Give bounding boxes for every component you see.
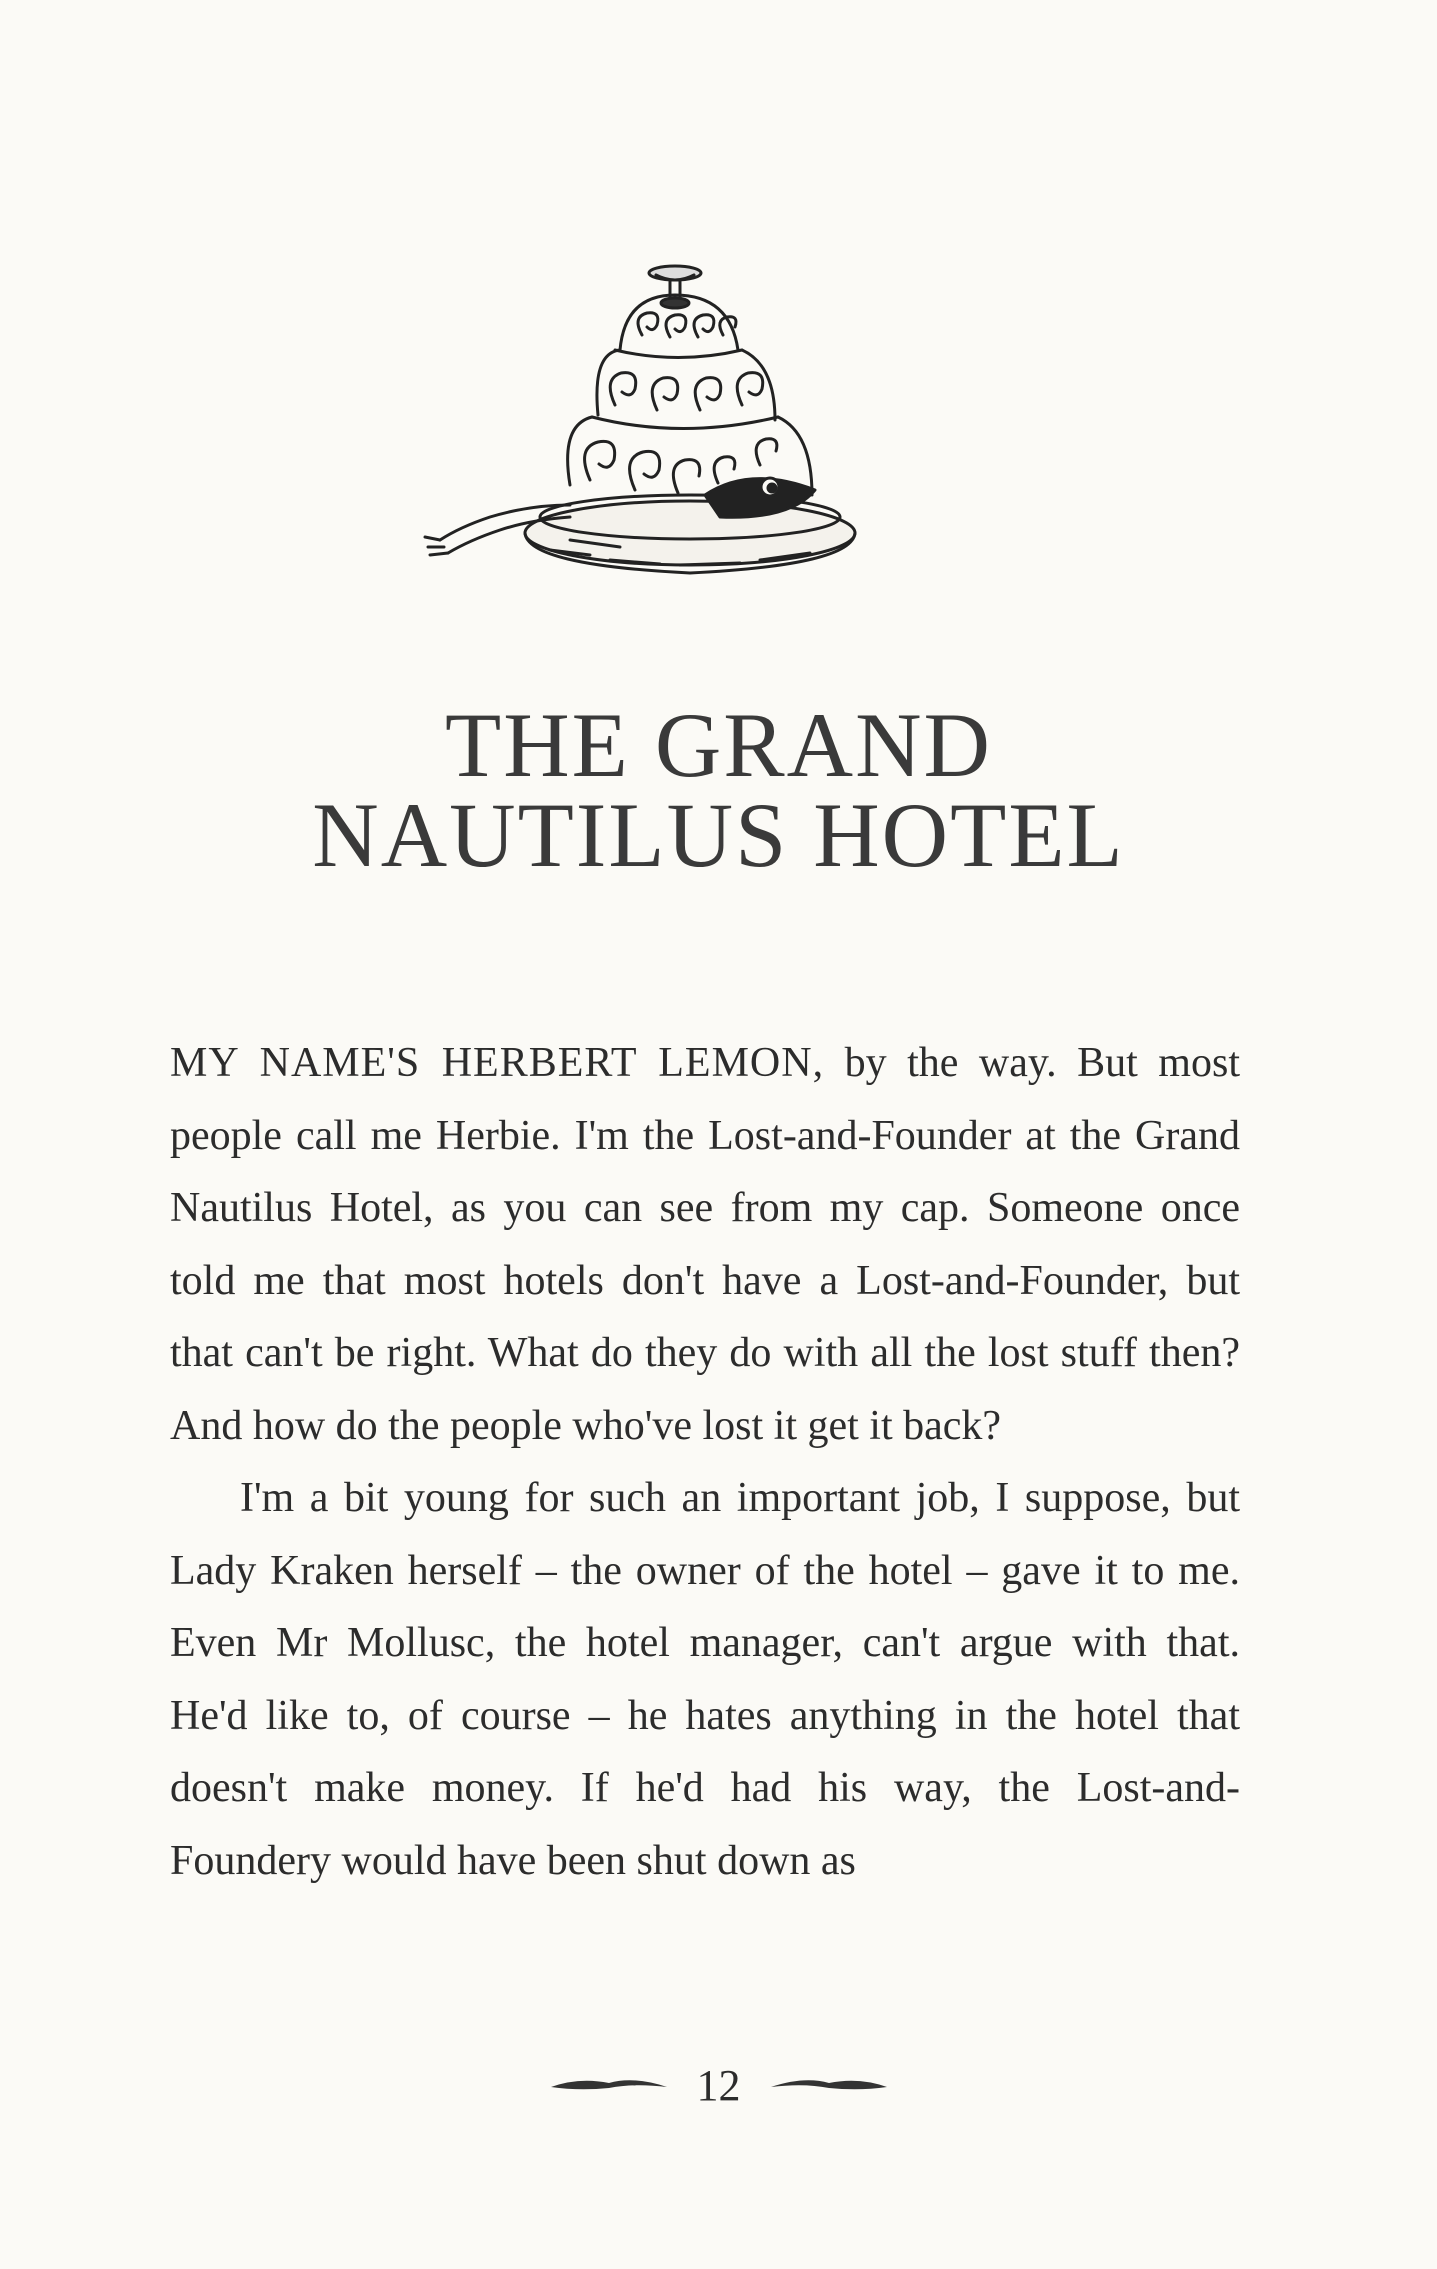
flourish-right-icon <box>769 2073 889 2097</box>
flourish-left-icon <box>549 2073 669 2097</box>
paragraph-1-text: by the way. But most people call me Herbie. I'm the Lost-and-Founder at the Grand Nautilus Hotel, as you can see from my cap. Someone once told me that most hotels don't have a Lost-and-Founder, but that can't be right. What do they do with all the lost stuff then? And how do the people who've lost it get it back? <box>170 1040 1240 1449</box>
chapter-title-line-2: NAUTILUS HOTEL <box>312 784 1125 886</box>
paragraph-1 <box>170 1027 1240 1462</box>
snail-bell-icon <box>420 255 910 615</box>
chapter-title <box>0 694 1437 886</box>
page-footer <box>0 2055 1437 2115</box>
chapter-body <box>170 1027 1240 1897</box>
chapter-title-line-1: THE GRAND <box>445 694 992 796</box>
page-number: 12 <box>696 2060 741 2110</box>
paragraph-2: I'm a bit young for such an important job, I suppose, but Lady Kraken herself – the owner of the hotel – gave it to me. Even Mr Mollusc, the hotel manager, can't argue with that. He'd like to, of course – he hates anything in the hotel that doesn't make money. If he'd had his way, the Lost-and-Foundery would have been shut down as <box>170 1475 1240 1884</box>
lead-in: MY NAME'S HERBERT LEMON, <box>170 1040 825 1086</box>
